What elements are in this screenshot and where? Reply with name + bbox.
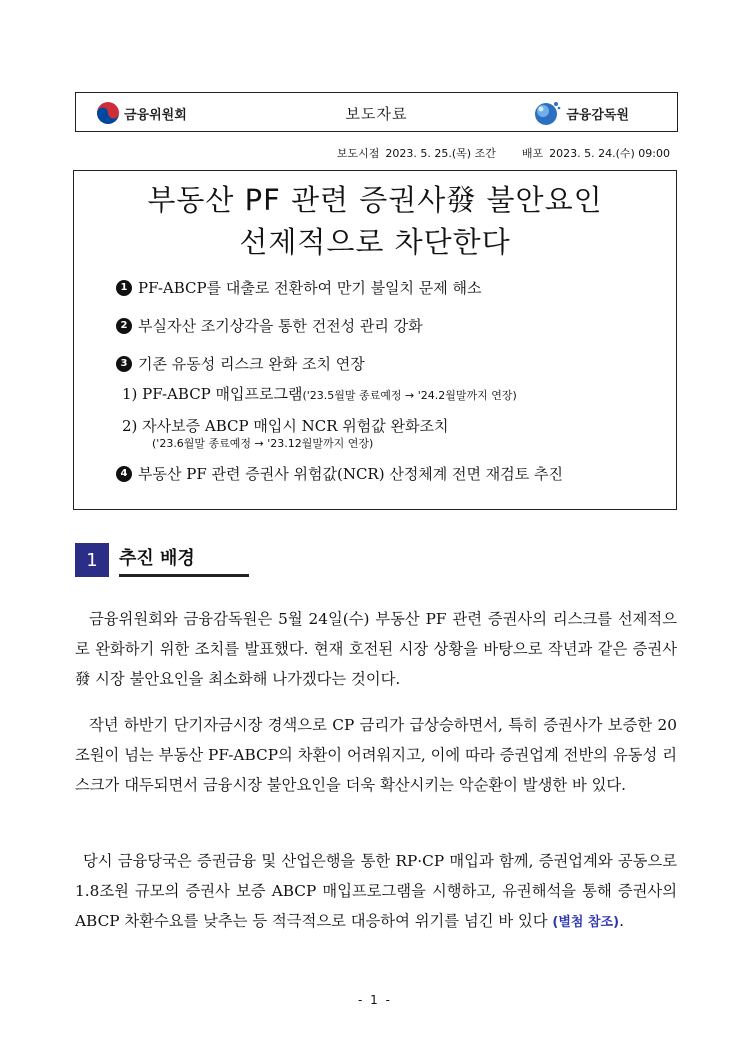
fsc-logo <box>96 101 187 125</box>
number-badge: 3 <box>116 356 132 372</box>
section-heading <box>75 543 249 577</box>
section-title: 추진 배경 <box>119 544 249 577</box>
number-badge: 1 <box>116 280 132 296</box>
key-point-text: 부실자산 조기상각을 통한 건전성 관리 강화 <box>138 317 423 335</box>
fss-name: 금융감독원 <box>566 107 629 123</box>
section-number: 1 <box>75 543 109 577</box>
distribution-label: 배포 <box>521 147 544 160</box>
sub-point-note: ('23.6월말 종료예정 → '23.12월말까지 연장) <box>152 437 374 450</box>
paragraph: 금융위원회와 금융감독원은 5월 24일(수) 부동산 PF 관련 증권사의 리스크를 선제적으로 완화하기 위한 조치를 발표했다. 현재 호전된 시장 상황을 바탕으로 작년과 같은 증권사發 시장 불안요인을 최소화해 나가겠다는 것이다. <box>75 610 677 688</box>
sub-point-text: 1) PF-ABCP 매입프로그램 <box>122 385 303 403</box>
appendix-reference: (별첨 참조) <box>552 915 620 930</box>
key-point-text: 기존 유동성 리스크 완화 조치 연장 <box>138 355 365 373</box>
fsc-name: 금융위원회 <box>124 107 187 123</box>
key-point <box>116 278 666 298</box>
page-number: - 1 - <box>358 993 392 1007</box>
sub-point <box>116 416 666 436</box>
paragraph-end: . <box>619 912 624 930</box>
paragraph <box>75 846 677 938</box>
sub-point <box>116 384 666 406</box>
sub-point-note: ('23.5월말 종료예정 → '24.2월말까지 연장) <box>302 389 517 402</box>
key-point <box>116 354 666 374</box>
headline-line-1: 부동산 PF 관련 증권사發 불안요인 <box>147 183 603 217</box>
release-info <box>337 145 670 161</box>
doc-type: 보도자료 <box>345 105 408 123</box>
embargo-value: 2023. 5. 25.(목) 조간 <box>385 147 496 160</box>
number-badge: 2 <box>116 318 132 334</box>
key-point <box>116 316 666 336</box>
taegeuk-emblem-icon <box>96 101 120 125</box>
embargo-label: 보도시점 <box>336 147 380 160</box>
summary-box <box>73 170 677 510</box>
fss-globe-icon <box>532 99 562 127</box>
key-point-text: 부동산 PF 관련 증권사 위험값(NCR) 산정체계 전면 재검토 추진 <box>138 465 564 483</box>
press-release-header <box>75 92 678 132</box>
fss-logo <box>532 99 629 127</box>
key-points <box>116 278 666 484</box>
key-point <box>116 464 666 484</box>
paragraph-text: 당시 금융당국은 증권금융 및 산업은행을 통한 RP·CP 매입과 함께, 증권업계와 공동으로 1.8조원 규모의 증권사 보증 ABCP 매입프로그램을 시행하고, 유권해석을 통해 증권사의 ABCP 차환수요를 낮추는 등 적극적으로 대응하여 위기를 넘긴 바 있다 <box>75 852 677 930</box>
distribution-value: 2023. 5. 24.(수) 09:00 <box>549 147 670 160</box>
sub-point-text: 2) 자사보증 ABCP 매입시 NCR 위험값 완화조치 <box>122 417 449 435</box>
headline-line-2: 선제적으로 차단한다 <box>239 225 511 259</box>
paragraph: 작년 하반기 단기자금시장 경색으로 CP 금리가 급상승하면서, 특히 증권사가 보증한 20조원이 넘는 부동산 PF-ABCP의 차환이 어려워지고, 이에 따라 증권업계 전반의 유동성 리스크가 대두되면서 금융시장 불안요인을 더욱 확산시키는 악순환이 발생한 바 있다. <box>75 716 677 794</box>
key-point-text: PF-ABCP를 대출로 전환하여 만기 불일치 문제 해소 <box>138 279 482 297</box>
number-badge: 4 <box>116 466 132 482</box>
